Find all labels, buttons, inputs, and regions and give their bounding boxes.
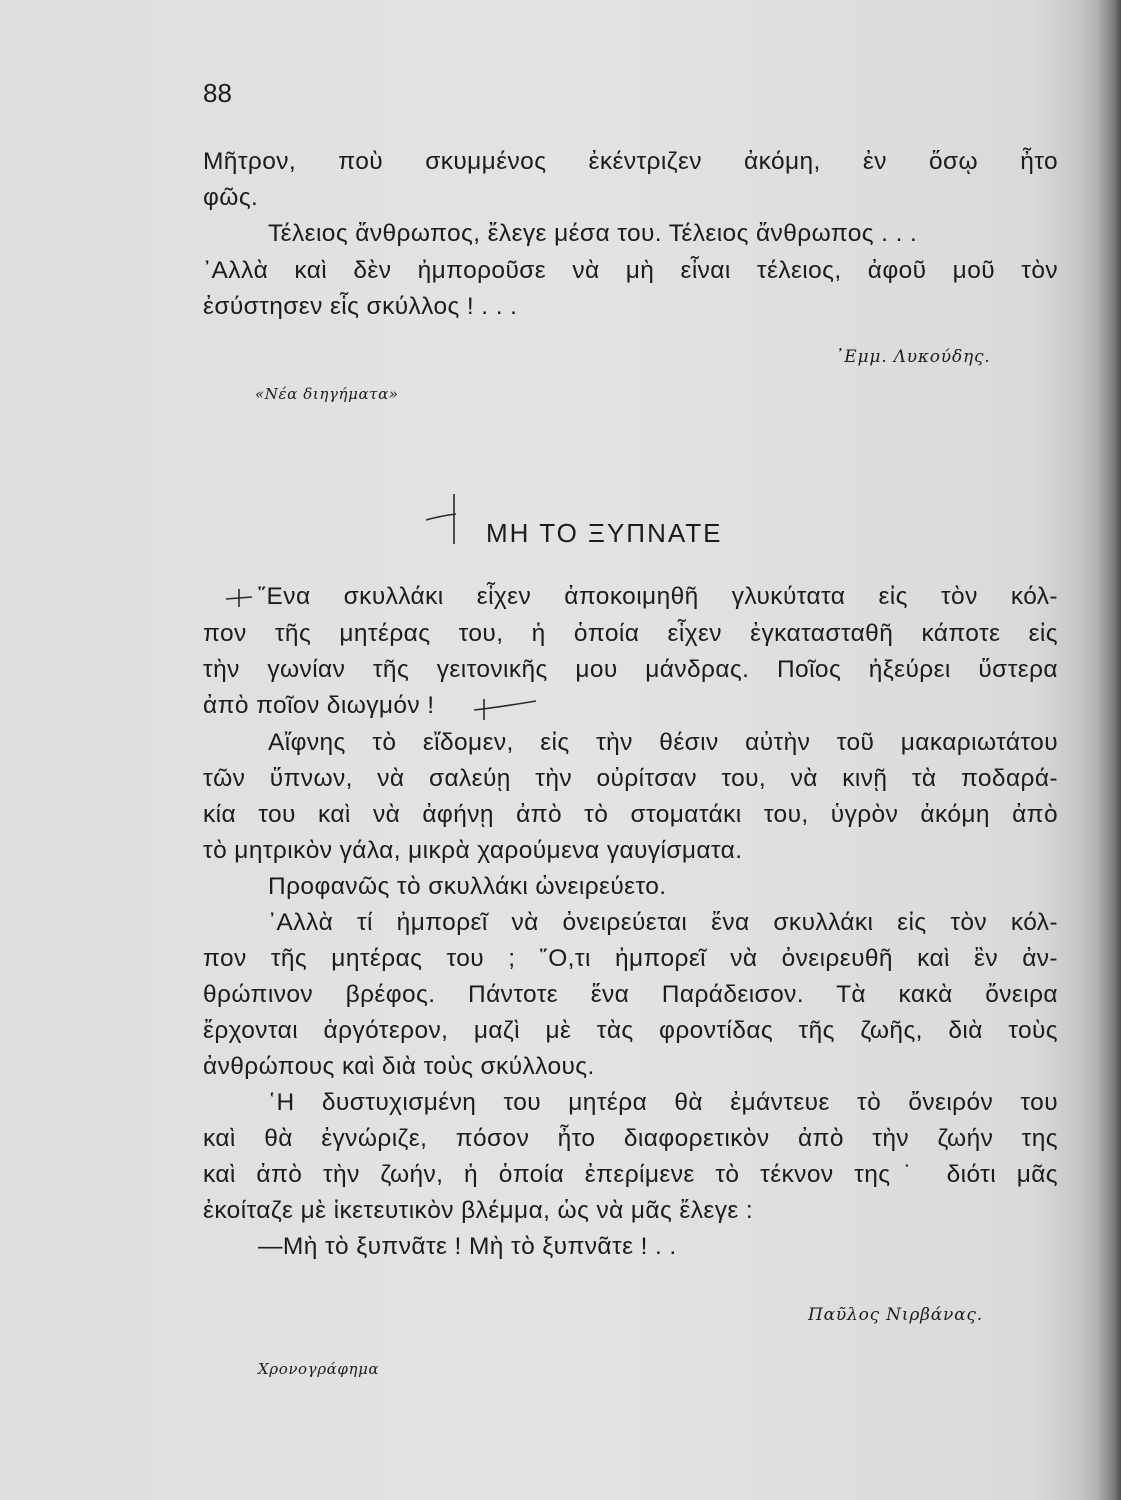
story2-line-19: —Μὴ τὸ ξυπνᾶτε ! Μὴ τὸ ξυπνᾶτε ! . . bbox=[258, 1233, 677, 1260]
story2-line-13: ἔρχονται ἀργότερον, μαζὶ μὲ τὰς φροντίδας τῆς ζωῆς, διὰ τοὺς bbox=[203, 1017, 1058, 1044]
story2-source: Χρονογράφημα bbox=[258, 1360, 380, 1378]
story2-line-6: τῶν ὕπνων, νὰ σαλεύῃ τὴν οὐρίτσαν του, νὰ κινῇ τὰ ποδαρά- bbox=[203, 765, 1058, 792]
story2-line-12: θρώπινον βρέφος. Πάντοτε ἕνα Παράδεισον. Τὰ κακὰ ὄνειρα bbox=[203, 981, 1058, 1008]
page-number: 88 bbox=[203, 78, 232, 108]
story2-author: Παῦλος Νιρβάνας. bbox=[808, 1305, 983, 1325]
pencil-cross-mark-paragraph bbox=[224, 586, 254, 610]
story2-line-9: Προφανῶς τὸ σκυλλάκι ὠνειρεύετο. bbox=[268, 873, 667, 900]
story2-line-7: κία του καὶ νὰ ἀφήνῃ ἀπὸ τὸ στοματάκι του, ὑγρὸν ἀκόμη ἀπὸ bbox=[203, 801, 1058, 828]
story1-source: «Νέα διηγήματα» bbox=[255, 385, 399, 403]
story2-line-14: ἀνθρώπους καὶ διὰ τοὺς σκύλλους. bbox=[203, 1053, 595, 1080]
story2-line-17: καὶ ἀπὸ τὴν ζωήν, ἡ ὁποία ἐπερίμενε τὸ τέκνον της˙ διότι μᾶς bbox=[203, 1161, 1058, 1188]
story-title: ΜΗ ΤΟ ΞΥΠΝΑΤΕ bbox=[486, 518, 723, 548]
book-gutter-shadow bbox=[1097, 0, 1121, 1500]
story2-line-16: καὶ θὰ ἐγνώριζε, πόσον ἦτο διαφορετικὸν ἀπὸ τὴν ζωήν της bbox=[203, 1125, 1058, 1152]
story2-line-4: ἀπὸ ποῖον διωγμόν ! bbox=[203, 692, 435, 719]
story1-line-3: Τέλειος ἄνθρωπος, ἔλεγε μέσα του. Τέλειος ἄνθρωπος . . . bbox=[268, 220, 918, 247]
story1-line-1: Μῆτρον, ποὺ σκυμμένος ἐκέντριζεν ἀκόμη, ἐν ὅσῳ ἦτο bbox=[203, 148, 1058, 175]
story2-line-8: τὸ μητρικὸν γάλα, μικρὰ χαρούμενα γαυγίσματα. bbox=[203, 837, 743, 864]
story2-line-2: πον τῆς μητέρας του, ἡ ὁποία εἶχεν ἐγκατασταθῆ κάποτε εἰς bbox=[203, 620, 1058, 647]
story2-line-11: πον τῆς μητέρας του ; ῞Ο,τι ἠμπορεῖ νὰ ὀνειρευθῆ καὶ ἓν ἀν- bbox=[203, 945, 1058, 972]
pencil-cross-mark-title bbox=[420, 490, 480, 550]
story2-line-10: ᾿Αλλὰ τί ἠμπορεῖ νὰ ὀνειρεύεται ἕνα σκυλλάκι εἰς τὸν κόλ- bbox=[268, 909, 1058, 936]
story2-line-3: τὴν γωνίαν τῆς γειτονικῆς μου μάνδρας. Ποῖος ἠξεύρει ὕστερα bbox=[203, 656, 1058, 683]
story2-line-18: ἐκοίταζε μὲ ἱκετευτικὸν βλέμμα, ὡς νὰ μᾶς ἔλεγε : bbox=[203, 1197, 754, 1224]
story1-line-2: φῶς. bbox=[203, 184, 259, 211]
story1-author: ᾿Εμμ. Λυκούδης. bbox=[835, 347, 991, 367]
story2-line-5: Αἴφνης τὸ εἴδομεν, εἰς τὴν θέσιν αὐτὴν τοῦ μακαριωτάτου bbox=[268, 729, 1058, 756]
story2-line-15: ῾Η δυστυχισμένη του μητέρα θὰ ἐμάντευε τὸ ὄνειρόν του bbox=[268, 1089, 1058, 1116]
story1-line-5: ἐσύστησεν εἷς σκύλλος ! . . . bbox=[203, 293, 518, 320]
story2-line-1: ῞Ενα σκυλλάκι εἶχεν ἀποκοιμηθῆ γλυκύτατα εἰς τὸν κόλ- bbox=[258, 583, 1058, 610]
story1-line-4: ᾿Αλλὰ καὶ δὲν ἠμποροῦσε νὰ μὴ εἶναι τέλειος, ἀφοῦ μοῦ τὸν bbox=[203, 257, 1058, 284]
pencil-cross-mark-end bbox=[470, 694, 540, 724]
